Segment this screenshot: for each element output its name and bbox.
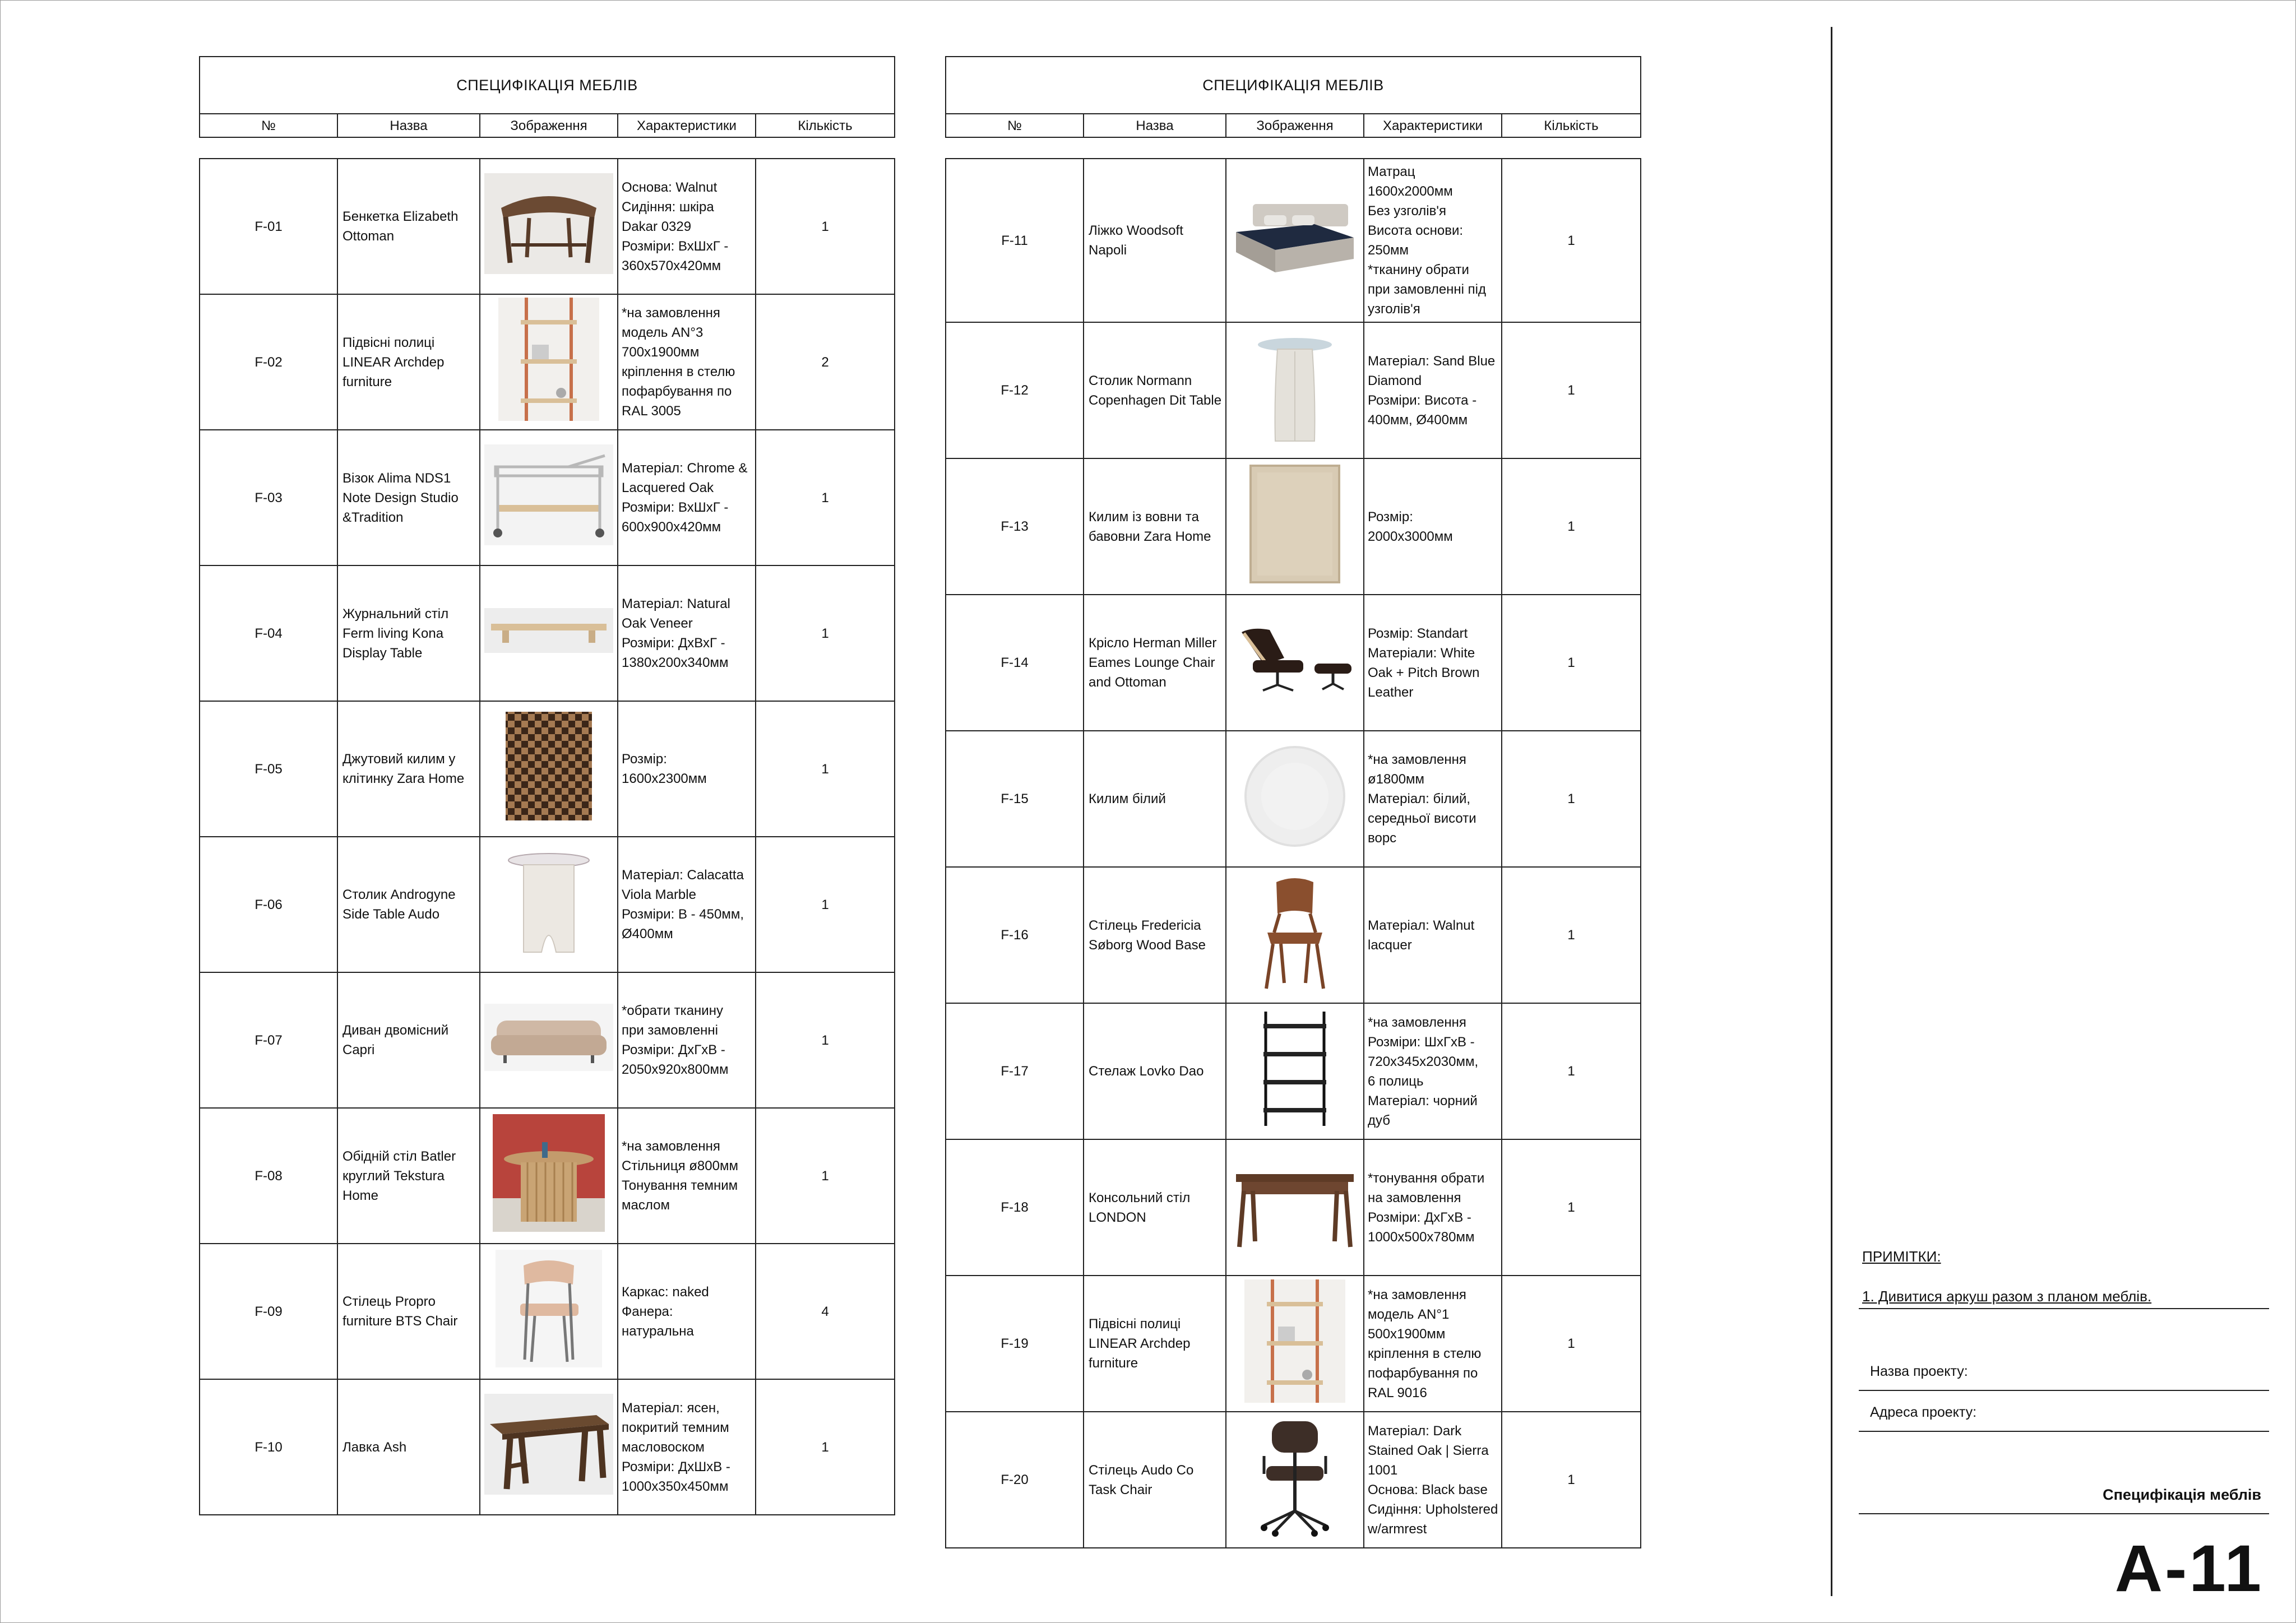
characteristics-line: Висота основи: xyxy=(1368,223,1464,238)
item-image-cell xyxy=(480,972,618,1108)
item-quantity: 1 xyxy=(1502,595,1641,731)
table-row xyxy=(200,294,895,430)
characteristics-line: 1001 xyxy=(1368,1462,1398,1478)
item-number: F-02 xyxy=(200,294,337,430)
item-image-cell xyxy=(1226,159,1364,322)
item-number: F-11 xyxy=(946,159,1084,322)
characteristics-line: Матеріали: White xyxy=(1368,645,1475,661)
characteristics-line: Розміри: ДхГхВ - xyxy=(622,1042,725,1058)
characteristics-line: при замовленні під xyxy=(1368,282,1487,297)
table-row xyxy=(200,972,895,1108)
column-header-quantity: Кількість xyxy=(1502,114,1641,137)
item-quantity: 1 xyxy=(756,837,895,972)
item-number: F-19 xyxy=(946,1276,1084,1412)
notes-item: 1. Дивитися аркуш разом з планом меблів. xyxy=(1862,1288,2152,1305)
characteristics-line: Матеріал: Walnut xyxy=(1368,917,1475,933)
item-image-cell xyxy=(1226,595,1364,731)
column-header-characteristics: Характеристики xyxy=(1364,114,1502,137)
characteristics-line: 400мм, Ø400мм xyxy=(1368,412,1468,428)
item-image-cell xyxy=(480,294,618,430)
characteristics-line: w/armrest xyxy=(1368,1521,1427,1537)
column-header-number: № xyxy=(200,114,337,137)
item-name: Килим білий xyxy=(1084,731,1226,867)
item-characteristics xyxy=(618,972,756,1108)
item-image-cell xyxy=(1226,1412,1364,1548)
spec-table-left xyxy=(199,56,895,1515)
item-name: Лавка Ash xyxy=(337,1379,480,1515)
characteristics-line: узголів'я xyxy=(1368,302,1420,317)
bench-image xyxy=(480,1394,617,1500)
item-number: F-04 xyxy=(200,565,337,701)
characteristics-line: кріплення в стелю xyxy=(1368,1346,1482,1361)
table-title: СПЕЦИФІКАЦІЯ МЕБЛІВ xyxy=(946,57,1641,114)
item-quantity: 1 xyxy=(756,159,895,294)
characteristics-line: Dakar 0329 xyxy=(622,219,692,234)
characteristics-line: lacquer xyxy=(1368,937,1412,953)
table-spacer xyxy=(200,137,895,159)
characteristics-line: 720х345х2030мм, xyxy=(1368,1054,1479,1069)
characteristics-line: Leather xyxy=(1368,684,1414,700)
item-quantity: 1 xyxy=(756,1379,895,1515)
table-row xyxy=(946,322,1641,458)
item-name: Ліжко Woodsoft Napoli xyxy=(1084,159,1226,322)
characteristics-line: 250мм xyxy=(1368,243,1409,258)
table-row xyxy=(200,565,895,701)
characteristics-line: Матрац xyxy=(1368,164,1415,179)
table-row xyxy=(946,1276,1641,1412)
item-image-cell xyxy=(1226,867,1364,1003)
item-quantity: 1 xyxy=(1502,867,1641,1003)
item-quantity: 4 xyxy=(756,1244,895,1379)
table-row xyxy=(200,1379,895,1515)
column-header-image: Зображення xyxy=(480,114,618,137)
item-characteristics xyxy=(1364,595,1502,731)
checkered-rug-image xyxy=(480,707,617,831)
item-characteristics xyxy=(618,1108,756,1244)
table-row xyxy=(946,731,1641,867)
item-image-cell xyxy=(480,565,618,701)
item-quantity: 1 xyxy=(756,565,895,701)
round-side-table-image xyxy=(1226,329,1363,452)
characteristics-line: Сидіння: Upholstered xyxy=(1368,1501,1498,1517)
item-characteristics xyxy=(618,294,756,430)
item-characteristics xyxy=(1364,159,1502,322)
item-image-cell xyxy=(480,1379,618,1515)
item-characteristics xyxy=(618,1379,756,1515)
item-quantity: 1 xyxy=(756,1108,895,1244)
characteristics-line: Розміри: ДхШхВ - xyxy=(622,1459,730,1474)
item-quantity: 1 xyxy=(1502,731,1641,867)
item-characteristics xyxy=(1364,867,1502,1003)
characteristics-line: *на замовлення xyxy=(1368,1014,1466,1030)
characteristics-line: Розмір: xyxy=(1368,509,1413,525)
characteristics-line: модель AN°3 xyxy=(622,325,703,340)
item-number: F-10 xyxy=(200,1379,337,1515)
table-row xyxy=(200,159,895,294)
divider-line xyxy=(1859,1513,2269,1514)
characteristics-line: *на замовлення xyxy=(1368,752,1466,767)
task-chair-image xyxy=(1226,1416,1363,1545)
item-quantity: 1 xyxy=(1502,458,1641,595)
characteristics-line: дуб xyxy=(1368,1112,1391,1128)
characteristics-line: Матеріал: Chrome & xyxy=(622,461,748,476)
characteristics-line: 1000х500х780мм xyxy=(1368,1229,1475,1245)
characteristics-line: середньої висоти xyxy=(1368,811,1476,826)
item-characteristics xyxy=(1364,1412,1502,1548)
chair-image xyxy=(480,1250,617,1373)
column-header-characteristics: Характеристики xyxy=(618,114,756,137)
item-name: Журнальний стіл Ferm living Kona Display Table xyxy=(337,565,480,701)
item-name: Джутовий килим у клітинку Zara Home xyxy=(337,701,480,837)
characteristics-line: Основа: Black base xyxy=(1368,1482,1488,1497)
characteristics-line: Без узголів'я xyxy=(1368,203,1446,219)
item-characteristics xyxy=(618,565,756,701)
characteristics-line: *тканину обрати xyxy=(1368,262,1469,277)
project-address-label: Адреса проекту: xyxy=(1870,1404,1977,1420)
characteristics-line: *обрати тканину xyxy=(622,1003,723,1018)
table-row xyxy=(946,595,1641,731)
item-image-cell xyxy=(480,1244,618,1379)
characteristics-line: Oak + Pitch Brown xyxy=(1368,665,1480,680)
item-quantity: 1 xyxy=(756,972,895,1108)
divider-line xyxy=(1859,1308,2269,1309)
table-title: СПЕЦИФІКАЦІЯ МЕБЛІВ xyxy=(200,57,895,114)
item-characteristics xyxy=(1364,1139,1502,1276)
characteristics-line: Розміри: ДхГхВ - xyxy=(1368,1209,1471,1225)
characteristics-line: RAL 9016 xyxy=(1368,1385,1427,1401)
characteristics-line: 600х900х420мм xyxy=(622,520,721,535)
characteristics-line: Stained Oak | Sierra xyxy=(1368,1443,1489,1458)
column-header-name: Назва xyxy=(337,114,480,137)
item-number: F-05 xyxy=(200,701,337,837)
hanging-shelves-image xyxy=(480,298,617,426)
characteristics-line: Матеріал: Natural xyxy=(622,596,730,611)
table-row xyxy=(200,1244,895,1379)
sofa-image xyxy=(480,1004,617,1077)
shelving-image xyxy=(1226,1007,1363,1136)
characteristics-line: Viola Marble xyxy=(622,887,696,902)
item-name: Крісло Herman Miller Eames Lounge Chair and Ottoman xyxy=(1084,595,1226,731)
item-number: F-16 xyxy=(946,867,1084,1003)
characteristics-line: Розміри: ВхШхГ - xyxy=(622,500,729,515)
characteristics-line: Розміри: ВхШхГ - xyxy=(622,238,729,254)
item-number: F-13 xyxy=(946,458,1084,595)
characteristics-line: *на замовлення xyxy=(622,305,720,321)
item-image-cell xyxy=(1226,1139,1364,1276)
characteristics-line: 360х570х420мм xyxy=(622,258,721,273)
characteristics-line: модель AN°1 xyxy=(1368,1306,1450,1322)
characteristics-line: ворс xyxy=(1368,831,1397,846)
item-quantity: 1 xyxy=(1502,1139,1641,1276)
item-number: F-17 xyxy=(946,1003,1084,1139)
item-name: Столик Androgyne Side Table Audo xyxy=(337,837,480,972)
sheet-name: Специфікація меблів xyxy=(2103,1486,2261,1503)
round-rug-image xyxy=(1226,740,1363,858)
item-name: Візок Alima NDS1 Note Design Studio &Tradition xyxy=(337,430,480,565)
item-name: Стілець Fredericia Søborg Wood Base xyxy=(1084,867,1226,1003)
item-characteristics xyxy=(618,430,756,565)
item-quantity: 1 xyxy=(756,430,895,565)
console-table-image xyxy=(1226,1157,1363,1258)
characteristics-line: 1600х2000мм xyxy=(1368,184,1453,199)
characteristics-line: Тонування темним xyxy=(622,1178,738,1193)
coffee-table-image xyxy=(480,608,617,659)
characteristics-line: *на замовлення xyxy=(622,1139,720,1154)
notes-title: ПРИМІТКИ: xyxy=(1862,1248,1941,1265)
characteristics-line: Стільниця ø800мм xyxy=(622,1158,738,1174)
characteristics-line: 1600х2300мм xyxy=(622,771,707,786)
item-number: F-08 xyxy=(200,1108,337,1244)
lounge-chair-image xyxy=(1226,621,1363,705)
item-image-cell xyxy=(480,837,618,972)
column-header-quantity: Кількість xyxy=(756,114,895,137)
table-row xyxy=(200,701,895,837)
sheet-code: A-11 xyxy=(2114,1532,2263,1606)
item-name: Диван двомісний Capri xyxy=(337,972,480,1108)
item-characteristics xyxy=(1364,322,1502,458)
characteristics-line: Сидіння: шкіра xyxy=(622,199,714,215)
side-table-image xyxy=(480,846,617,963)
divider-line xyxy=(1859,1390,2269,1391)
item-number: F-03 xyxy=(200,430,337,565)
characteristics-line: 6 полиць xyxy=(1368,1073,1424,1089)
table-row xyxy=(200,837,895,972)
item-quantity: 1 xyxy=(1502,322,1641,458)
table-row xyxy=(946,458,1641,595)
characteristics-line: Каркас: naked xyxy=(622,1284,709,1300)
characteristics-line: *на замовлення xyxy=(1368,1287,1466,1302)
item-image-cell xyxy=(1226,731,1364,867)
characteristics-line: на замовлення xyxy=(1368,1190,1461,1205)
characteristics-line: Розмір: Standart xyxy=(1368,625,1468,641)
characteristics-line: Diamond xyxy=(1368,373,1422,388)
wool-rug-image xyxy=(1226,462,1363,591)
item-image-cell xyxy=(1226,458,1364,595)
characteristics-line: кріплення в стелю xyxy=(622,364,735,379)
item-name: Бенкетка Elizabeth Ottoman xyxy=(337,159,480,294)
characteristics-line: 700х1900мм xyxy=(622,345,700,360)
table-row xyxy=(200,1108,895,1244)
item-image-cell xyxy=(1226,322,1364,458)
item-characteristics xyxy=(618,1244,756,1379)
item-name: Столик Normann Copenhagen Dit Table xyxy=(1084,322,1226,458)
characteristics-line: 2000х3000мм xyxy=(1368,528,1453,544)
item-number: F-07 xyxy=(200,972,337,1108)
characteristics-line: Розміри: ДхВхГ - xyxy=(622,636,725,651)
characteristics-line: *тонування обрати xyxy=(1368,1170,1485,1186)
characteristics-line: ø1800мм xyxy=(1368,772,1425,787)
characteristics-line: Oak Veneer xyxy=(622,616,693,631)
item-image-cell xyxy=(1226,1276,1364,1412)
table-row xyxy=(946,1412,1641,1548)
characteristics-line: масловоском xyxy=(622,1439,705,1455)
characteristics-line: Фанера: xyxy=(622,1304,673,1319)
spec-table-right xyxy=(945,56,1641,1548)
item-characteristics xyxy=(1364,731,1502,867)
characteristics-line: натуральна xyxy=(622,1323,694,1339)
characteristics-line: Розміри: ШхГхВ - xyxy=(1368,1034,1475,1050)
item-name: Підвісні полиці LINEAR Archdep furniture xyxy=(337,294,480,430)
trolley-image xyxy=(480,444,617,551)
item-number: F-15 xyxy=(946,731,1084,867)
item-number: F-12 xyxy=(946,322,1084,458)
characteristics-line: маслом xyxy=(622,1198,670,1213)
characteristics-line: Матеріал: чорний xyxy=(1368,1093,1478,1109)
item-number: F-20 xyxy=(946,1412,1084,1548)
item-number: F-06 xyxy=(200,837,337,972)
item-quantity: 1 xyxy=(1502,1003,1641,1139)
item-image-cell xyxy=(480,1108,618,1244)
characteristics-line: Матеріал: білий, xyxy=(1368,791,1471,806)
ottoman-image xyxy=(480,173,617,280)
table-spacer xyxy=(946,137,1641,159)
item-image-cell xyxy=(1226,1003,1364,1139)
item-image-cell xyxy=(480,430,618,565)
item-quantity: 1 xyxy=(1502,1412,1641,1548)
item-quantity: 1 xyxy=(1502,1276,1641,1412)
characteristics-line: Розміри: Висота - xyxy=(1368,392,1477,408)
characteristics-line: пофарбування по xyxy=(1368,1365,1478,1381)
column-header-name: Назва xyxy=(1084,114,1226,137)
item-name: Обідній стіл Batler круглий Tekstura Home xyxy=(337,1108,480,1244)
item-quantity: 1 xyxy=(756,701,895,837)
characteristics-line: RAL 3005 xyxy=(622,404,681,419)
characteristics-line: Lacquered Oak xyxy=(622,480,714,495)
item-number: F-18 xyxy=(946,1139,1084,1276)
bed-image xyxy=(1226,193,1363,288)
item-quantity: 1 xyxy=(1502,159,1641,322)
table-row xyxy=(200,430,895,565)
characteristics-line: Матеріал: Calacatta xyxy=(622,868,744,883)
item-characteristics xyxy=(1364,458,1502,595)
item-image-cell xyxy=(480,159,618,294)
characteristics-line: Розміри: В - 450мм, xyxy=(622,907,744,922)
characteristics-line: 500х1900мм xyxy=(1368,1326,1446,1342)
item-name: Стілець Audo Co Task Chair xyxy=(1084,1412,1226,1548)
item-number: F-09 xyxy=(200,1244,337,1379)
project-name-label: Назва проекту: xyxy=(1870,1364,1968,1379)
table-row xyxy=(946,159,1641,322)
item-name: Стелаж Lovko Dao xyxy=(1084,1003,1226,1139)
characteristics-line: Основа: Walnut xyxy=(622,179,718,195)
characteristics-line: при замовленні xyxy=(622,1023,719,1038)
characteristics-line: покритий темним xyxy=(622,1420,729,1435)
item-number: F-14 xyxy=(946,595,1084,731)
dining-table-image xyxy=(480,1114,617,1237)
item-name: Підвісні полиці LINEAR Archdep furniture xyxy=(1084,1276,1226,1412)
characteristics-line: Ø400мм xyxy=(622,926,673,942)
table-row xyxy=(946,1003,1641,1139)
hanging-shelves-image xyxy=(1226,1279,1363,1408)
item-characteristics xyxy=(618,159,756,294)
item-name: Килим із вовни та бавовни Zara Home xyxy=(1084,458,1226,595)
item-characteristics xyxy=(1364,1003,1502,1139)
characteristics-line: Матеріал: Sand Blue xyxy=(1368,353,1496,369)
item-quantity: 2 xyxy=(756,294,895,430)
item-characteristics xyxy=(618,837,756,972)
characteristics-line: пофарбування по xyxy=(622,384,732,399)
wood-chair-image xyxy=(1226,871,1363,1000)
item-characteristics xyxy=(1364,1276,1502,1412)
characteristics-line: 2050х920х800мм xyxy=(622,1062,729,1077)
item-name: Стілець Propro furniture BTS Chair xyxy=(337,1244,480,1379)
item-characteristics xyxy=(618,701,756,837)
table-row xyxy=(946,1139,1641,1276)
characteristics-line: Матеріал: ясен, xyxy=(622,1400,720,1416)
characteristics-line: Розмір: xyxy=(622,752,667,767)
item-number: F-01 xyxy=(200,159,337,294)
item-image-cell xyxy=(480,701,618,837)
divider-line xyxy=(1859,1431,2269,1432)
column-header-image: Зображення xyxy=(1226,114,1364,137)
item-name: Консольний стіл LONDON xyxy=(1084,1139,1226,1276)
characteristics-line: 1380х200х340мм xyxy=(622,655,729,670)
column-header-number: № xyxy=(946,114,1084,137)
characteristics-line: 1000х350х450мм xyxy=(622,1478,729,1494)
characteristics-line: Матеріал: Dark xyxy=(1368,1423,1462,1439)
title-block-divider xyxy=(1831,27,1832,1596)
table-row xyxy=(946,867,1641,1003)
